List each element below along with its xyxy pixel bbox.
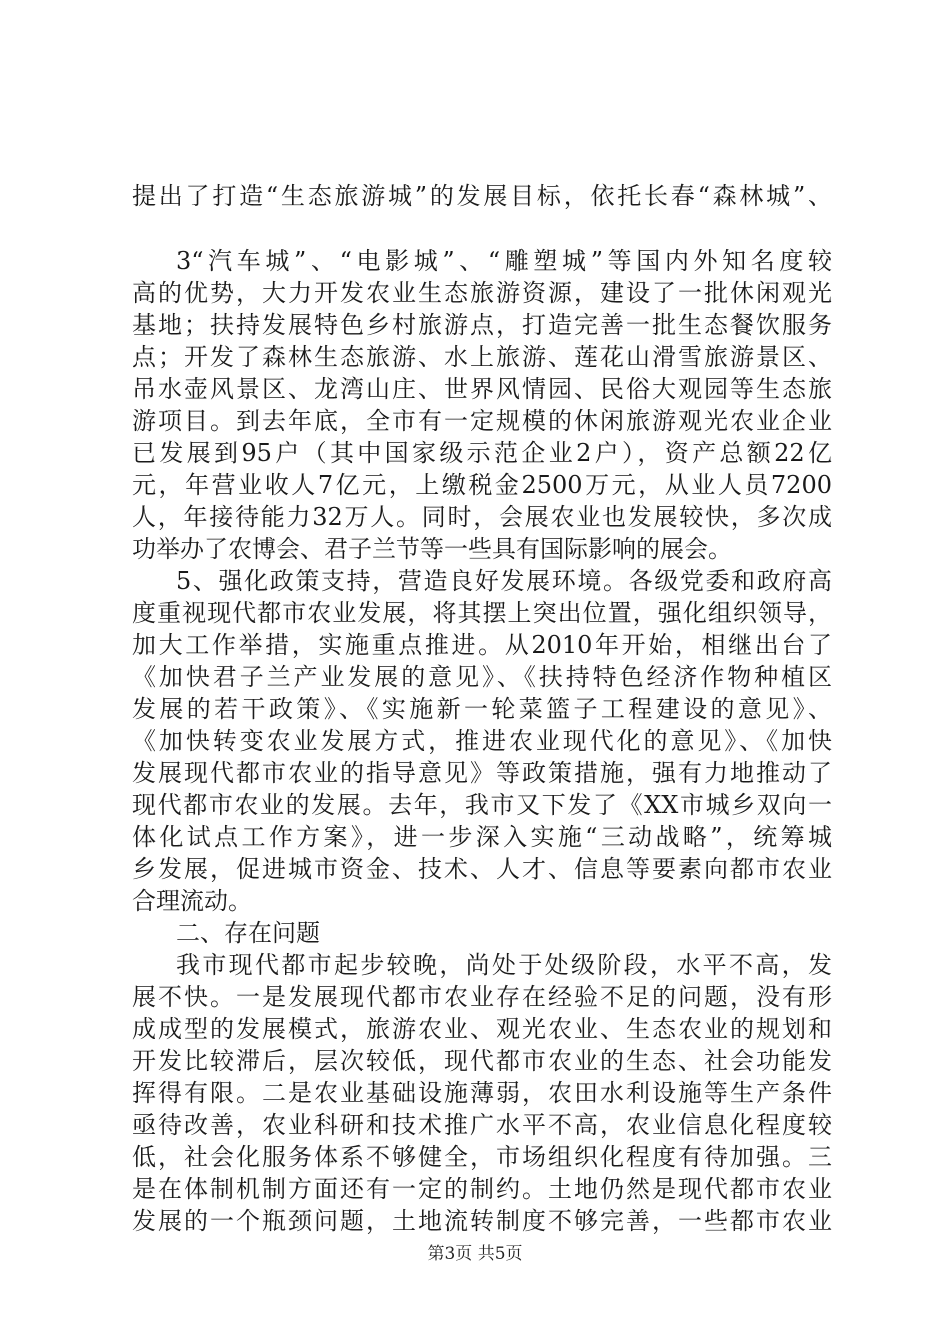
text-line: 元，年营业收人7亿元，上缴税金2500万元，从业人员7200 xyxy=(132,471,832,499)
text-line: 《加快君子兰产业发展的意见》、《扶持特色经济作物种植区 xyxy=(132,663,832,691)
text-line: 3“汽车城”、“电影城”、“雕塑城”等国内外知名度较 xyxy=(176,247,832,275)
text-line: 发展的若干政策》、《实施新一轮菜篮子工程建设的意见》、 xyxy=(132,695,832,723)
text-line: 体化试点工作方案》，进一步深入实施“三动战略”，统筹城 xyxy=(132,823,832,851)
text-line: 挥得有限。二是农业基础设施薄弱，农田水利设施等生产条件 xyxy=(132,1079,832,1107)
text-line: 亟待改善，农业科研和技术推广水平不高，农业信息化程度较 xyxy=(132,1111,832,1139)
text-line: 现代都市农业的发展。去年，我市又下发了《XX市城乡双向一 xyxy=(132,791,832,819)
text-line: 低，社会化服务体系不够健全，市场组织化程度有待加强。三 xyxy=(132,1143,832,1171)
text-line: 加大工作举措，实施重点推进。从2010年开始，相继出台了 xyxy=(132,631,832,659)
text-line: 成成型的发展模式，旅游农业、观光农业、生态农业的规划和 xyxy=(132,1015,832,1043)
text-line: 发展的一个瓶颈问题，土地流转制度不够完善，一些都市农业 xyxy=(132,1207,832,1235)
text-line: 合理流动。 xyxy=(132,887,252,915)
text-line: 基地；扶持发展特色乡村旅游点，打造完善一批生态餐饮服务 xyxy=(132,311,832,339)
text-line: 人，年接待能力32万人。同时，会展农业也发展较快，多次成 xyxy=(132,503,832,531)
text-line: 点；开发了森林生态旅游、水上旅游、莲花山滑雪旅游景区、 xyxy=(132,343,832,371)
text-line: 是在体制机制方面还有一定的制约。土地仍然是现代都市农业 xyxy=(132,1175,832,1203)
text-line: 展不快。一是发展现代都市农业存在经验不足的问题，没有形 xyxy=(132,983,832,1011)
text-line: 《加快转变农业发展方式，推进农业现代化的意见》、《加快 xyxy=(132,727,832,755)
text-line: 已发展到95户（其中国家级示范企业2户），资产总额22亿 xyxy=(132,439,832,467)
text-line: 度重视现代都市农业发展，将其摆上突出位置，强化组织领导， xyxy=(132,599,832,627)
text-line: 发展现代都市农业的指导意见》等政策措施，强有力地推动了 xyxy=(132,759,832,787)
page-footer: 第3页 共5页 xyxy=(427,1244,523,1264)
text-line: 5、强化政策支持，营造良好发展环境。各级党委和政府高 xyxy=(176,567,832,595)
text-line: 提出了打造“生态旅游城”的发展目标，依托长春“森林城”、 xyxy=(132,182,832,210)
text-line: 功举办了农博会、君子兰节等一些具有国际影响的展会。 xyxy=(132,535,732,563)
section-heading: 二、存在问题 xyxy=(176,919,320,947)
text-line: 乡发展，促进城市资金、技术、人才、信息等要素向都市农业 xyxy=(132,855,832,883)
text-line: 高的优势，大力开发农业生态旅游资源，建设了一批休闲观光 xyxy=(132,279,832,307)
text-line: 我市现代都市起步较晚，尚处于处级阶段，水平不高，发 xyxy=(176,951,832,979)
text-line: 吊水壶风景区、龙湾山庄、世界风情园、民俗大观园等生态旅 xyxy=(132,375,832,403)
text-line: 开发比较滞后，层次较低，现代都市农业的生态、社会功能发 xyxy=(132,1047,832,1075)
text-line: 游项目。到去年底，全市有一定规模的休闲旅游观光农业企业 xyxy=(132,407,832,435)
